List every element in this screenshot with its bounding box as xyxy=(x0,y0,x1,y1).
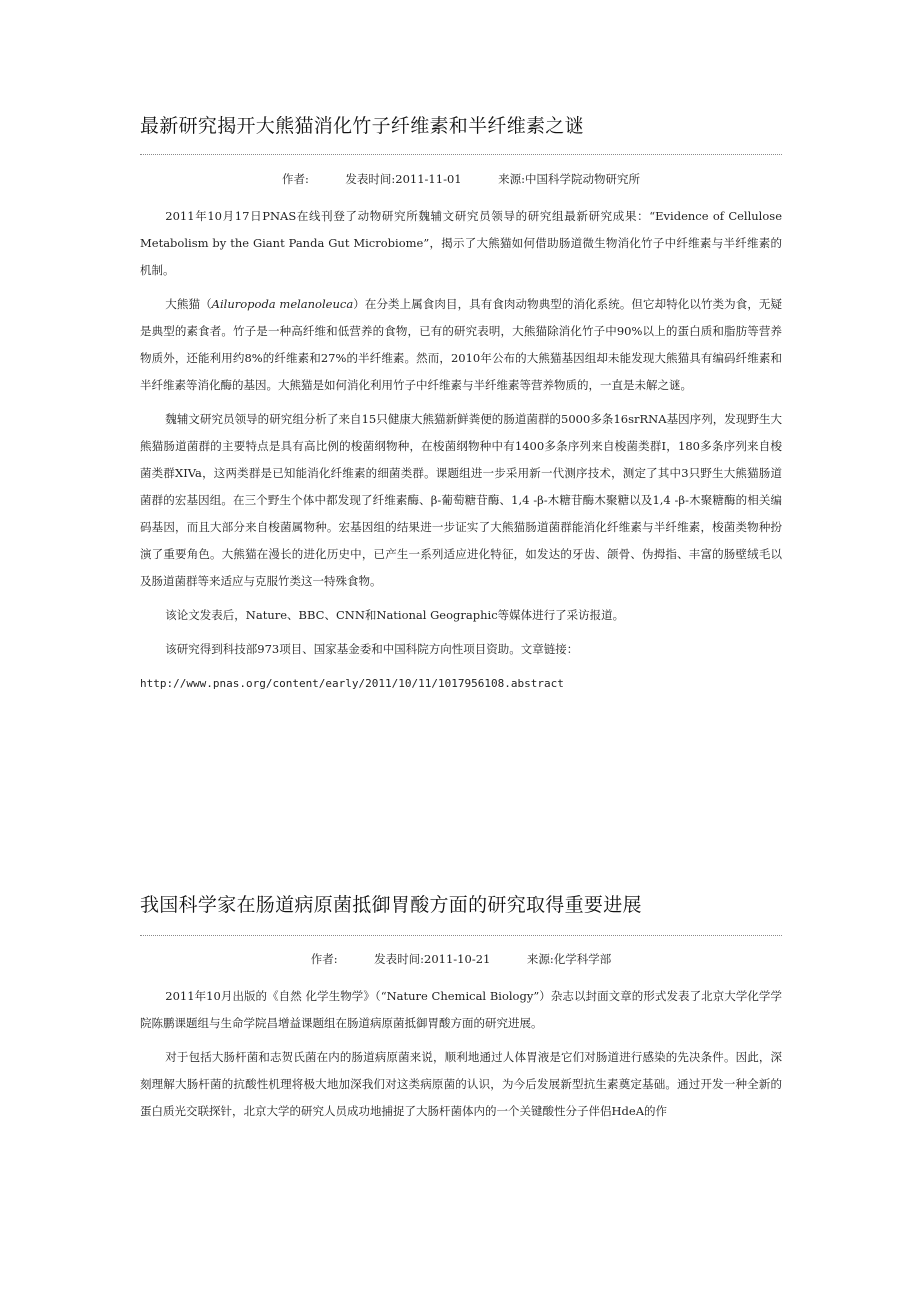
date-label: 发表时间:2011-10-21 xyxy=(374,952,491,966)
divider xyxy=(140,154,782,155)
source-label: 来源:中国科学院动物研究所 xyxy=(498,172,641,186)
paragraph: 该研究得到科技部973项目、国家基金委和中国科院方向性项目资助。文章链接： xyxy=(165,642,579,656)
article-title: 最新研究揭开大熊猫消化竹子纤维素和半纤维素之谜 xyxy=(140,115,584,137)
source-label: 来源:化学科学部 xyxy=(526,952,612,966)
article-body xyxy=(140,203,782,697)
author-label: 作者: xyxy=(310,952,338,966)
species-name: Ailuropoda melanoleuca xyxy=(211,297,354,311)
article-title: 我国科学家在肠道病原菌抵御胃酸方面的研究取得重要进展 xyxy=(140,894,642,916)
article-link[interactable]: http://www.pnas.org/content/early/2011/10/11/1017956108.abstract xyxy=(140,677,564,690)
author-label: 作者: xyxy=(281,172,309,186)
paragraph: 魏辅文研究员领导的研究组分析了来自15只健康大熊猫新鲜粪便的肠道菌群的5000多条16srRNA基因序列，发现野生大熊猫肠道菌群的主要特点是具有高比例的梭菌纲物种，在梭菌纲物种中有1400多条序列来自梭菌类群I，180多条序列来自梭菌类群XIVa，这两类群是已知能消化纤维素的细菌类群。课题组进一步采用新一代测序技术，测定了其中3只野生大熊猫肠道菌群的宏基因组。在三个野生个体中都发现了纤维素酶、β-葡萄糖苷酶、1,4 -β-木糖苷酶木聚糖以及1,4 -β-木聚糖酶的相关编码基因，而且大部分来自梭菌属物种。宏基因组的结果进一步证实了大熊猫肠道菌群能消化纤维素与半纤维素，梭菌类物种扮演了重要角色。大熊猫在漫长的进化历史中，已产生一系列适应进化特征，如发达的牙齿、颌骨、伪拇指、丰富的肠壁绒毛以及肠道菌群等来适应与克服竹类这一特殊食物。 xyxy=(140,412,782,588)
article-body xyxy=(140,983,782,1125)
paragraph xyxy=(140,291,782,399)
panda-para-rest: ）在分类上属食肉目，具有食肉动物典型的消化系统。但它却特化以竹类为食，无疑是典型的素食者。竹子是一种高纤维和低营养的食物，已有的研究表明，大熊猫除消化竹子中90%以上的蛋白质和脂肪等营养物质外，还能利用约8%的纤维素和27%的半纤维素。然而，2010年公布的大熊猫基因组却未能发现大熊猫具有编码纤维素和半纤维素等消化酶的基因。大熊猫是如何消化利用竹子中纤维素与半纤维素等营养物质的，一直是未解之谜。 xyxy=(140,297,782,392)
article-meta xyxy=(140,171,782,187)
article-meta xyxy=(140,951,782,967)
panda-para-start: 大熊猫（ xyxy=(165,297,212,311)
paragraph: 2011年10月出版的《自然 化学生物学》（“Nature Chemical Biology”）杂志以封面文章的形式发表了北京大学化学学院陈鹏课题组与生命学院昌增益课题组在肠道病原菌抵御胃酸方面的研究进展。 xyxy=(140,989,782,1030)
paragraph: 对于包括大肠杆菌和志贺氏菌在内的肠道病原菌来说，顺利地通过人体胃液是它们对肠道进行感染的先决条件。因此，深刻理解大肠杆菌的抗酸性机理将极大地加深我们对这类病原菌的认识，为今后发展新型抗生素奠定基础。通过开发一种全新的蛋白质光交联探针，北京大学的研究人员成功地捕捉了大肠杆菌体内的一个关键酸性分子伴侣HdeA的作 xyxy=(140,1050,782,1118)
divider xyxy=(140,935,782,936)
paragraph: 2011年10月17日PNAS在线刊登了动物研究所魏辅文研究员领导的研究组最新研究成果：“Evidence of Cellulose Metabolism by the Giant Panda Gut Microbiome”，揭示了大熊猫如何借助肠道微生物消化竹子中纤维素与半纤维素的机制。 xyxy=(140,209,782,277)
date-label: 发表时间:2011-11-01 xyxy=(345,172,462,186)
paragraph: 该论文发表后，Nature、BBC、CNN和National Geographic等媒体进行了采访报道。 xyxy=(165,608,625,622)
